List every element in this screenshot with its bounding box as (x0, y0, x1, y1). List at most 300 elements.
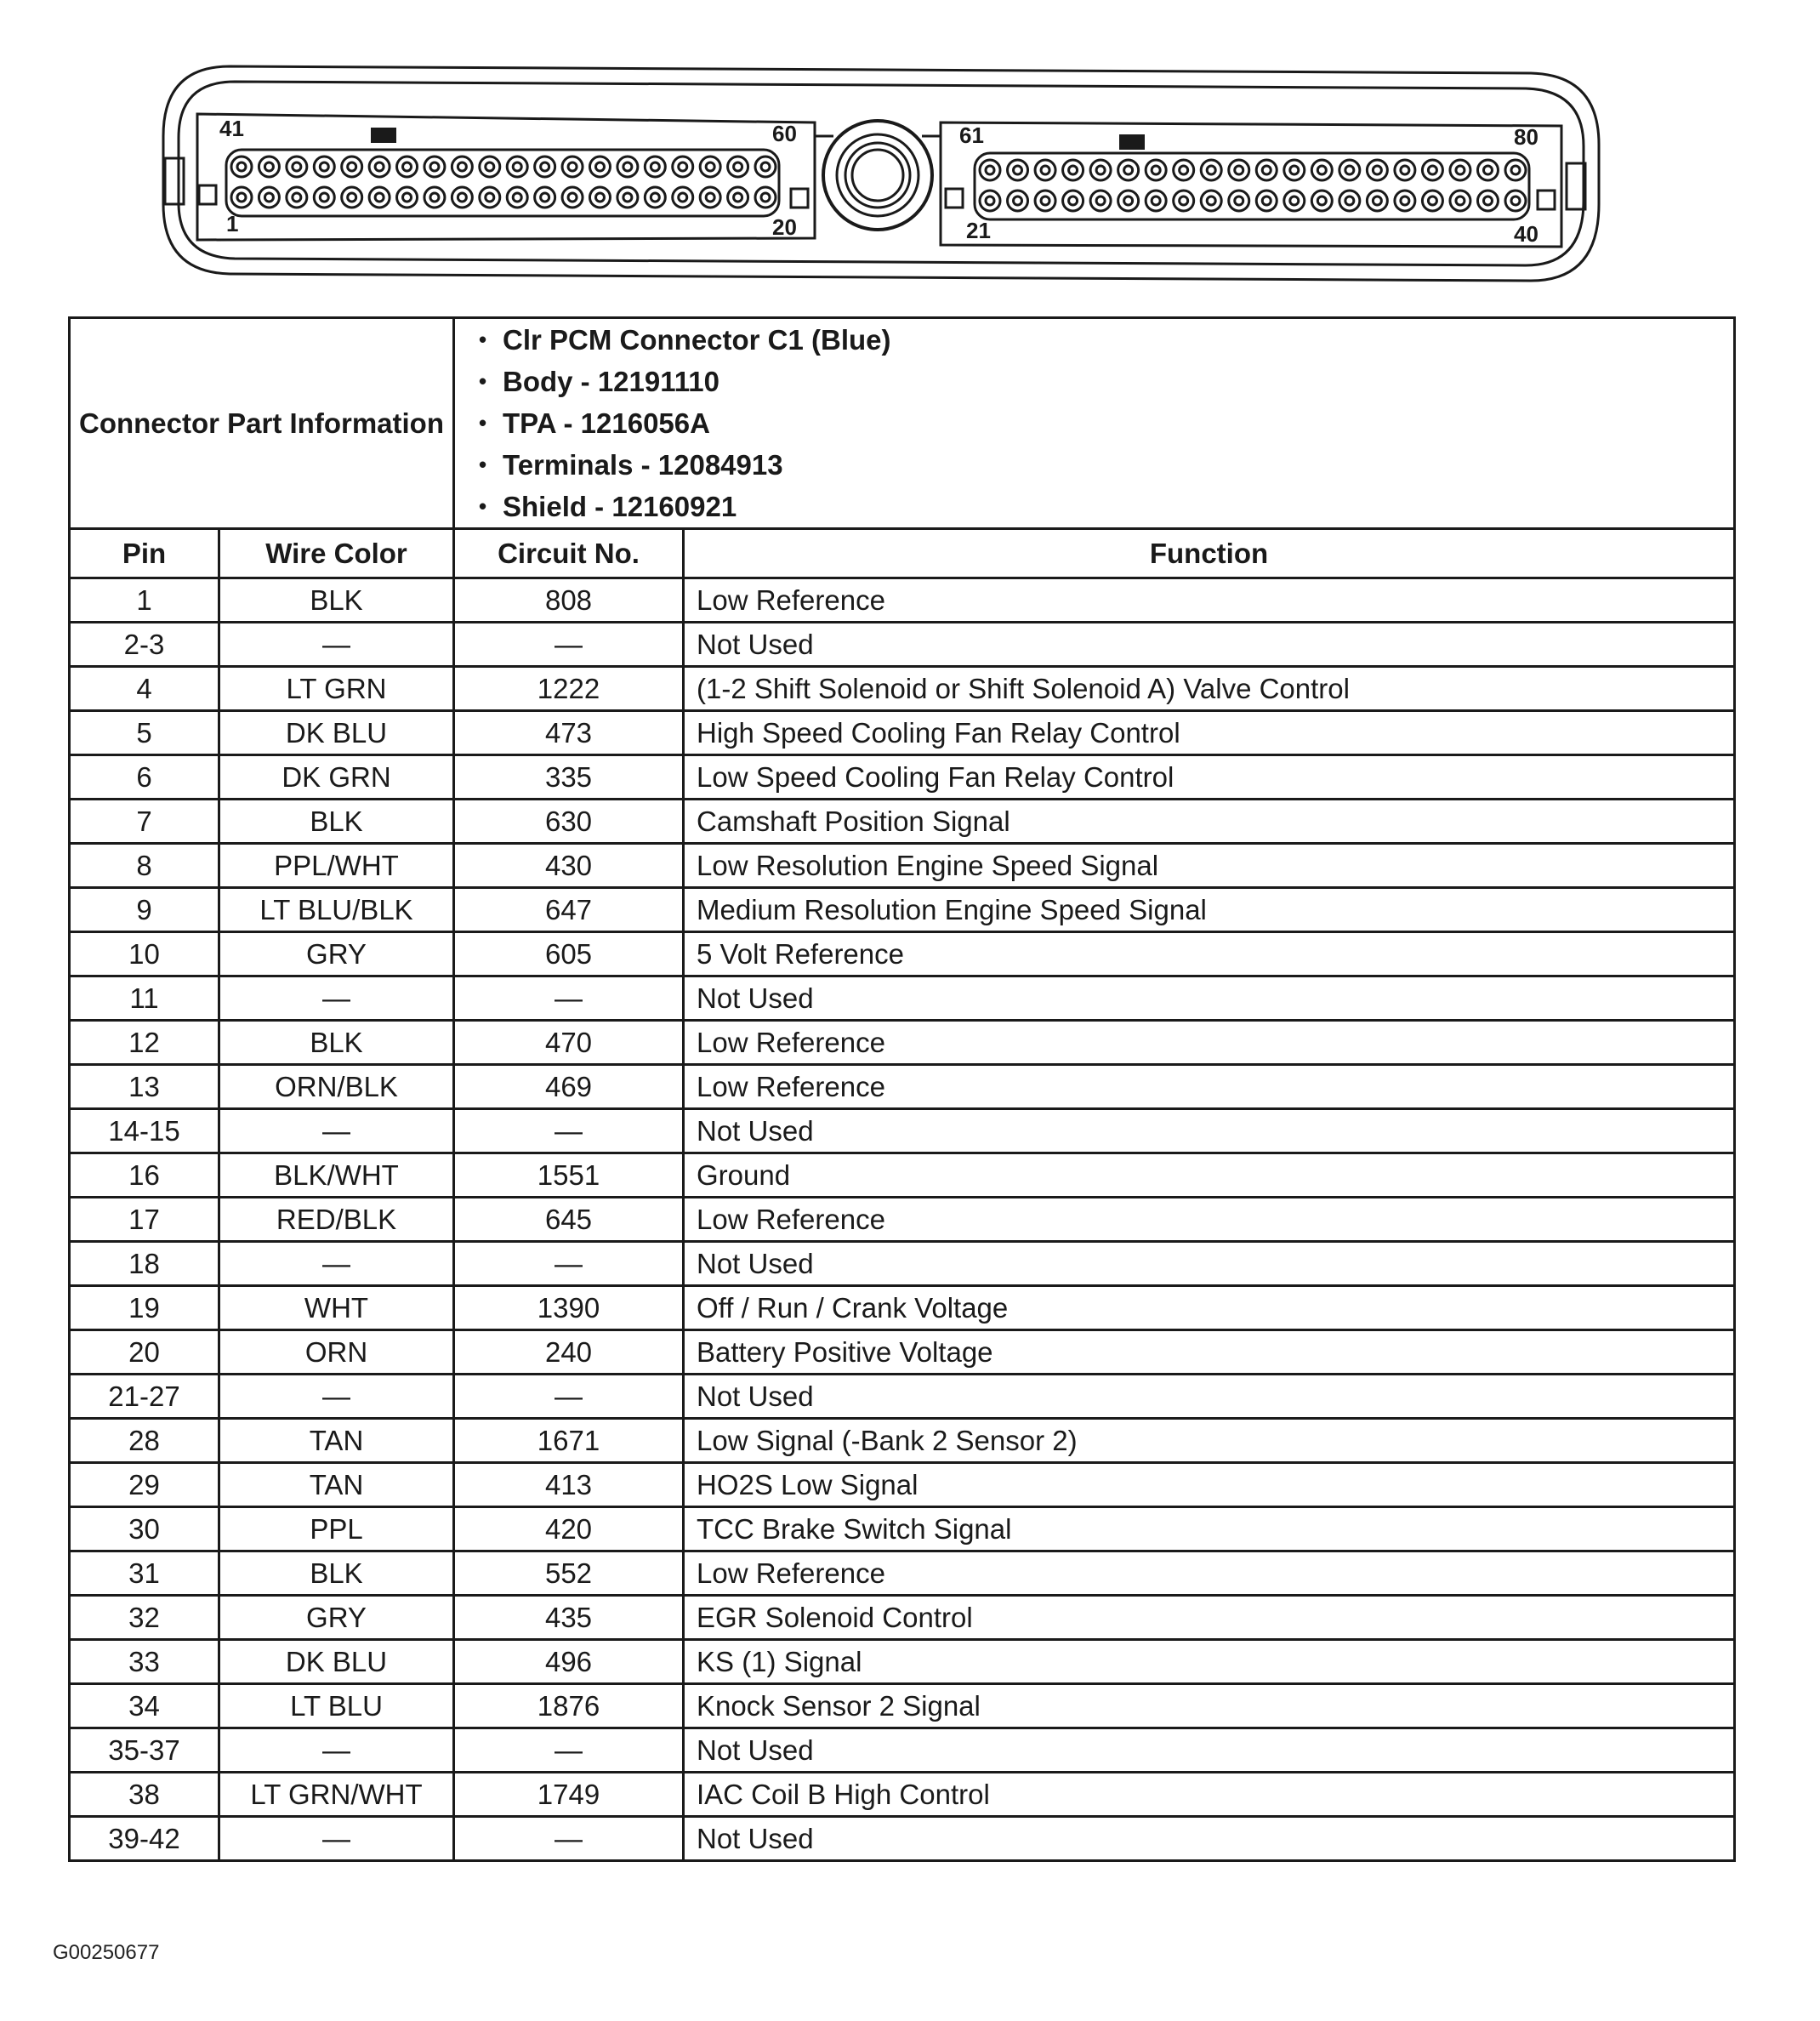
pin-socket-center (486, 162, 494, 171)
table-row (70, 1728, 1735, 1773)
pin-socket (535, 157, 555, 177)
part-info-item: • Clr PCM Connector C1 (Blue) (503, 319, 1733, 361)
cell-function: Off / Run / Crank Voltage (684, 1286, 1735, 1330)
pin-socket-center (237, 162, 246, 171)
cell-pin: 9 (70, 888, 219, 932)
cell-wire-color: ORN (219, 1330, 454, 1375)
right-block-bottom-left-pin: 21 (966, 218, 991, 243)
cell-wire-color: — (219, 1375, 454, 1419)
cell-function: EGR Solenoid Control (684, 1596, 1735, 1640)
pin-socket-center (1373, 166, 1381, 174)
pin-socket (1422, 160, 1442, 180)
cell-wire-color: PPL/WHT (219, 844, 454, 888)
pin-socket (1256, 191, 1277, 211)
table-row (70, 1109, 1735, 1153)
table-row (70, 1817, 1735, 1861)
left-block-bottom-left-pin: 1 (226, 211, 239, 236)
pin-socket (480, 187, 500, 208)
pin-socket-center (375, 162, 384, 171)
cell-function: High Speed Cooling Fan Relay Control (684, 711, 1735, 755)
cell-pin: 13 (70, 1065, 219, 1109)
pin-socket-center (1235, 166, 1243, 174)
cell-function: Low Reference (684, 1065, 1735, 1109)
pin-socket (1118, 160, 1139, 180)
pin-socket (1477, 160, 1498, 180)
pin-socket (452, 187, 472, 208)
pin-socket (700, 187, 720, 208)
pin-socket-center (430, 162, 439, 171)
part-info-item: • Shield - 12160921 (503, 486, 1733, 527)
cell-pin: 1 (70, 578, 219, 623)
cell-pin: 14-15 (70, 1109, 219, 1153)
table-row (70, 623, 1735, 667)
pin-socket-center (679, 162, 687, 171)
pin-socket-center (1014, 166, 1022, 174)
cell-function: IAC Coil B High Control (684, 1773, 1735, 1817)
cell-circuit-no: — (454, 623, 684, 667)
cell-pin: 2-3 (70, 623, 219, 667)
pcm-connector-diagram (0, 0, 1820, 306)
pin-socket-center (986, 196, 994, 205)
cell-function: Not Used (684, 976, 1735, 1021)
pin-socket-center (458, 193, 466, 202)
pin-socket-center (293, 193, 301, 202)
cell-function: (1-2 Shift Solenoid or Shift Solenoid A) Valve Control (684, 667, 1735, 711)
cell-circuit-no: 1222 (454, 667, 684, 711)
pin-socket-center (651, 162, 659, 171)
cell-wire-color: DK BLU (219, 1640, 454, 1684)
cell-pin: 30 (70, 1507, 219, 1551)
cell-pin: 39-42 (70, 1817, 219, 1861)
pin-socket (424, 157, 445, 177)
cell-circuit-no: 645 (454, 1198, 684, 1242)
cell-wire-color: RED/BLK (219, 1198, 454, 1242)
table-row (70, 1065, 1735, 1109)
pin-socket-center (513, 193, 521, 202)
pin-socket (1063, 160, 1083, 180)
pin-socket-center (1401, 166, 1409, 174)
pin-socket (617, 187, 638, 208)
cell-circuit-no: 413 (454, 1463, 684, 1507)
table-row (70, 1375, 1735, 1419)
table-row (70, 1463, 1735, 1507)
cell-wire-color: — (219, 623, 454, 667)
cell-pin: 32 (70, 1596, 219, 1640)
pin-socket (1422, 191, 1442, 211)
cell-function: 5 Volt Reference (684, 932, 1735, 976)
cell-circuit-no: 470 (454, 1021, 684, 1065)
pin-socket-center (1124, 196, 1133, 205)
pin-socket-center (348, 162, 356, 171)
pin-socket-center (1124, 166, 1133, 174)
cell-wire-color: GRY (219, 932, 454, 976)
pin-socket-center (706, 193, 714, 202)
cell-function: Low Reference (684, 1551, 1735, 1596)
pin-socket (1008, 160, 1028, 180)
header-wire-color: Wire Color (219, 529, 454, 578)
pin-socket (535, 187, 555, 208)
pin-socket (1284, 160, 1305, 180)
pin-socket (314, 187, 334, 208)
pin-socket-center (1428, 166, 1436, 174)
pin-socket-center (1483, 166, 1492, 174)
table-row (70, 932, 1735, 976)
cell-pin: 7 (70, 800, 219, 844)
pin-socket (1311, 160, 1332, 180)
right-block-top-right-pin: 80 (1514, 124, 1538, 150)
pin-socket (342, 187, 362, 208)
pin-socket-center (761, 162, 770, 171)
pin-socket (1201, 160, 1221, 180)
cell-function: Battery Positive Voltage (684, 1330, 1735, 1375)
cell-circuit-no: — (454, 1817, 684, 1861)
cell-wire-color: — (219, 1728, 454, 1773)
cell-pin: 6 (70, 755, 219, 800)
pin-socket-center (623, 193, 632, 202)
table-row (70, 1596, 1735, 1640)
cell-wire-color: LT BLU (219, 1684, 454, 1728)
pin-socket-center (1152, 196, 1160, 205)
pin-socket-center (986, 166, 994, 174)
cell-function: Low Signal (-Bank 2 Sensor 2) (684, 1419, 1735, 1463)
pin-socket-center (1511, 166, 1520, 174)
table-row (70, 888, 1735, 932)
pin-socket (1284, 191, 1305, 211)
cell-circuit-no: — (454, 1109, 684, 1153)
cell-pin: 35-37 (70, 1728, 219, 1773)
pin-socket (1090, 191, 1111, 211)
table-row (70, 578, 1735, 623)
pin-socket (1477, 191, 1498, 211)
table-row (70, 1507, 1735, 1551)
pin-socket (480, 157, 500, 177)
cell-circuit-no: — (454, 1242, 684, 1286)
cell-function: Low Reference (684, 578, 1735, 623)
cell-pin: 38 (70, 1773, 219, 1817)
table-row (70, 1551, 1735, 1596)
cell-circuit-no: 1551 (454, 1153, 684, 1198)
pin-socket-center (237, 193, 246, 202)
cell-function: Low Reference (684, 1198, 1735, 1242)
cell-wire-color: BLK (219, 1551, 454, 1596)
pin-socket-center (541, 193, 549, 202)
pin-socket-center (568, 193, 577, 202)
pin-socket (562, 187, 583, 208)
pin-socket (617, 157, 638, 177)
cell-wire-color: PPL (219, 1507, 454, 1551)
part-info-item: • Body - 12191110 (503, 361, 1733, 402)
cell-function: Low Speed Cooling Fan Relay Control (684, 755, 1735, 800)
cell-pin: 33 (70, 1640, 219, 1684)
cell-wire-color: — (219, 1817, 454, 1861)
cell-wire-color: LT BLU/BLK (219, 888, 454, 932)
part-info-list (503, 319, 1733, 527)
part-info-row (70, 318, 1735, 529)
cell-pin: 20 (70, 1330, 219, 1375)
cell-pin: 5 (70, 711, 219, 755)
table-row (70, 667, 1735, 711)
table-row (70, 1198, 1735, 1242)
pin-socket-center (403, 193, 412, 202)
cell-function: Low Resolution Engine Speed Signal (684, 844, 1735, 888)
pin-socket (231, 187, 252, 208)
cell-circuit-no: 420 (454, 1507, 684, 1551)
table-row (70, 976, 1735, 1021)
table-row (70, 1242, 1735, 1286)
cell-function: Knock Sensor 2 Signal (684, 1684, 1735, 1728)
cell-function: TCC Brake Switch Signal (684, 1507, 1735, 1551)
cell-pin: 29 (70, 1463, 219, 1507)
cell-wire-color: BLK (219, 578, 454, 623)
pin-socket (1311, 191, 1332, 211)
pin-socket-center (264, 162, 273, 171)
pin-socket-center (403, 162, 412, 171)
pin-socket (1063, 191, 1083, 211)
cell-pin: 17 (70, 1198, 219, 1242)
pin-socket-center (1317, 166, 1326, 174)
pin-socket-center (1401, 196, 1409, 205)
pin-socket (259, 157, 279, 177)
pin-socket (424, 187, 445, 208)
part-info-cell (454, 318, 1735, 529)
part-info-item: • Terminals - 12084913 (503, 444, 1733, 486)
pin-socket-center (1345, 196, 1354, 205)
pin-socket (287, 157, 307, 177)
pin-socket-center (375, 193, 384, 202)
cell-circuit-no: 647 (454, 888, 684, 932)
pin-socket (1339, 160, 1360, 180)
table-row (70, 1419, 1735, 1463)
cell-function: Not Used (684, 1109, 1735, 1153)
pin-socket (1174, 160, 1194, 180)
pin-socket (1450, 160, 1470, 180)
cell-function: Not Used (684, 1242, 1735, 1286)
pin-socket-center (1290, 166, 1299, 174)
cell-circuit-no: 605 (454, 932, 684, 976)
pin-socket-center (595, 193, 604, 202)
pin-socket (1367, 160, 1387, 180)
table-row (70, 1330, 1735, 1375)
cell-circuit-no: 496 (454, 1640, 684, 1684)
pin-socket (980, 191, 1000, 211)
cell-wire-color: — (219, 976, 454, 1021)
cell-circuit-no: 630 (454, 800, 684, 844)
cell-circuit-no: 1671 (454, 1419, 684, 1463)
table-row (70, 1773, 1735, 1817)
cell-wire-color: WHT (219, 1286, 454, 1330)
table-row (70, 1021, 1735, 1065)
pin-socket (314, 157, 334, 177)
part-info-label: Connector Part Information (70, 318, 454, 529)
pin-socket-center (486, 193, 494, 202)
cell-pin: 34 (70, 1684, 219, 1728)
pin-socket-center (568, 162, 577, 171)
cell-circuit-no: — (454, 976, 684, 1021)
cell-wire-color: TAN (219, 1463, 454, 1507)
cell-wire-color: DK GRN (219, 755, 454, 800)
pin-socket-center (734, 162, 742, 171)
pin-socket (1395, 160, 1415, 180)
pin-socket (589, 187, 610, 208)
pin-socket-center (513, 162, 521, 171)
pin-socket-center (541, 162, 549, 171)
pin-socket (1256, 160, 1277, 180)
cell-function: Not Used (684, 623, 1735, 667)
pin-socket-center (1180, 196, 1188, 205)
pin-socket-center (348, 193, 356, 202)
pin-socket (1395, 191, 1415, 211)
left-block-pins (231, 157, 776, 208)
pin-socket (1229, 191, 1249, 211)
pin-socket-center (1262, 196, 1271, 205)
pin-socket (645, 157, 665, 177)
cell-function: Low Reference (684, 1021, 1735, 1065)
pin-socket-center (430, 193, 439, 202)
pin-socket-center (651, 193, 659, 202)
table-row (70, 844, 1735, 888)
cell-pin: 11 (70, 976, 219, 1021)
pin-socket (728, 157, 748, 177)
table-row (70, 755, 1735, 800)
table-row (70, 1684, 1735, 1728)
document-code: G00250677 (53, 1941, 160, 1964)
pin-socket (397, 157, 418, 177)
cell-pin: 31 (70, 1551, 219, 1596)
pin-socket (259, 187, 279, 208)
cell-function: Medium Resolution Engine Speed Signal (684, 888, 1735, 932)
pin-socket-center (1262, 166, 1271, 174)
pin-socket-center (1345, 166, 1354, 174)
pin-table (68, 316, 1736, 1862)
pin-socket (700, 157, 720, 177)
table-row (70, 1640, 1735, 1684)
pin-socket-center (1041, 196, 1049, 205)
pin-socket-center (1096, 196, 1105, 205)
pin-socket-center (1456, 196, 1465, 205)
cell-circuit-no: 430 (454, 844, 684, 888)
pin-socket (1339, 191, 1360, 211)
pin-socket (1008, 191, 1028, 211)
pin-socket-center (1456, 166, 1465, 174)
cell-circuit-no: 473 (454, 711, 684, 755)
cell-circuit-no: 552 (454, 1551, 684, 1596)
pin-socket (1035, 160, 1055, 180)
cell-pin: 28 (70, 1419, 219, 1463)
cell-pin: 16 (70, 1153, 219, 1198)
cell-circuit-no: 435 (454, 1596, 684, 1640)
cell-circuit-no: 1876 (454, 1684, 684, 1728)
pin-socket (645, 187, 665, 208)
pin-socket-center (706, 162, 714, 171)
pin-socket (755, 157, 776, 177)
header-circuit-no: Circuit No. (454, 529, 684, 578)
pin-socket-center (1235, 196, 1243, 205)
pin-socket (1229, 160, 1249, 180)
pin-socket-center (1152, 166, 1160, 174)
cell-wire-color: LT GRN (219, 667, 454, 711)
cell-circuit-no: 240 (454, 1330, 684, 1375)
cell-circuit-no: — (454, 1375, 684, 1419)
cell-wire-color: — (219, 1242, 454, 1286)
pin-socket (397, 187, 418, 208)
cell-wire-color: ORN/BLK (219, 1065, 454, 1109)
pin-socket-center (1207, 196, 1215, 205)
pin-socket-center (1511, 196, 1520, 205)
pin-socket (369, 157, 390, 177)
header-function: Function (684, 529, 1735, 578)
cell-wire-color: BLK (219, 800, 454, 844)
pin-socket (1035, 191, 1055, 211)
pin-socket (562, 157, 583, 177)
pin-socket-center (1069, 166, 1078, 174)
pin-socket (1201, 191, 1221, 211)
cell-pin: 10 (70, 932, 219, 976)
pin-socket (1367, 191, 1387, 211)
pin-socket (755, 187, 776, 208)
pin-socket-center (1290, 196, 1299, 205)
pin-socket (1174, 191, 1194, 211)
left-block-bottom-right-pin: 20 (772, 214, 797, 240)
pin-socket (1505, 160, 1526, 180)
pin-socket-center (595, 162, 604, 171)
pin-socket-center (1483, 196, 1492, 205)
table-row (70, 711, 1735, 755)
pin-socket (507, 187, 527, 208)
pin-socket-center (320, 193, 328, 202)
pin-socket (589, 157, 610, 177)
pin-socket (728, 187, 748, 208)
pin-socket-center (734, 193, 742, 202)
cell-function: Not Used (684, 1817, 1735, 1861)
cell-pin: 4 (70, 667, 219, 711)
right-block-top-left-pin: 61 (959, 122, 984, 148)
pin-socket-center (679, 193, 687, 202)
pin-rows (70, 578, 1735, 1861)
cell-function: Not Used (684, 1375, 1735, 1419)
cell-circuit-no: 1749 (454, 1773, 684, 1817)
pin-socket-center (1041, 166, 1049, 174)
pin-socket (1505, 191, 1526, 211)
pin-socket-center (761, 193, 770, 202)
pin-socket-center (1180, 166, 1188, 174)
cell-wire-color: — (219, 1109, 454, 1153)
header-pin: Pin (70, 529, 219, 578)
pin-socket-center (293, 162, 301, 171)
cell-pin: 19 (70, 1286, 219, 1330)
pin-socket (1146, 191, 1166, 211)
cell-function: HO2S Low Signal (684, 1463, 1735, 1507)
right-block-bottom-right-pin: 40 (1514, 221, 1538, 247)
cell-wire-color: GRY (219, 1596, 454, 1640)
cell-wire-color: BLK/WHT (219, 1153, 454, 1198)
cell-circuit-no: — (454, 1728, 684, 1773)
pin-socket-center (320, 162, 328, 171)
header-row (70, 529, 1735, 578)
cell-wire-color: LT GRN/WHT (219, 1773, 454, 1817)
pin-socket (231, 157, 252, 177)
cell-wire-color: TAN (219, 1419, 454, 1463)
pin-socket (369, 187, 390, 208)
left-block-top-left-pin: 41 (219, 116, 244, 141)
pin-socket-center (1317, 196, 1326, 205)
pin-socket-center (623, 162, 632, 171)
cell-pin: 12 (70, 1021, 219, 1065)
pin-socket (507, 157, 527, 177)
pin-socket-center (1373, 196, 1381, 205)
pin-socket (673, 157, 693, 177)
cell-function: Camshaft Position Signal (684, 800, 1735, 844)
pin-socket-center (264, 193, 273, 202)
